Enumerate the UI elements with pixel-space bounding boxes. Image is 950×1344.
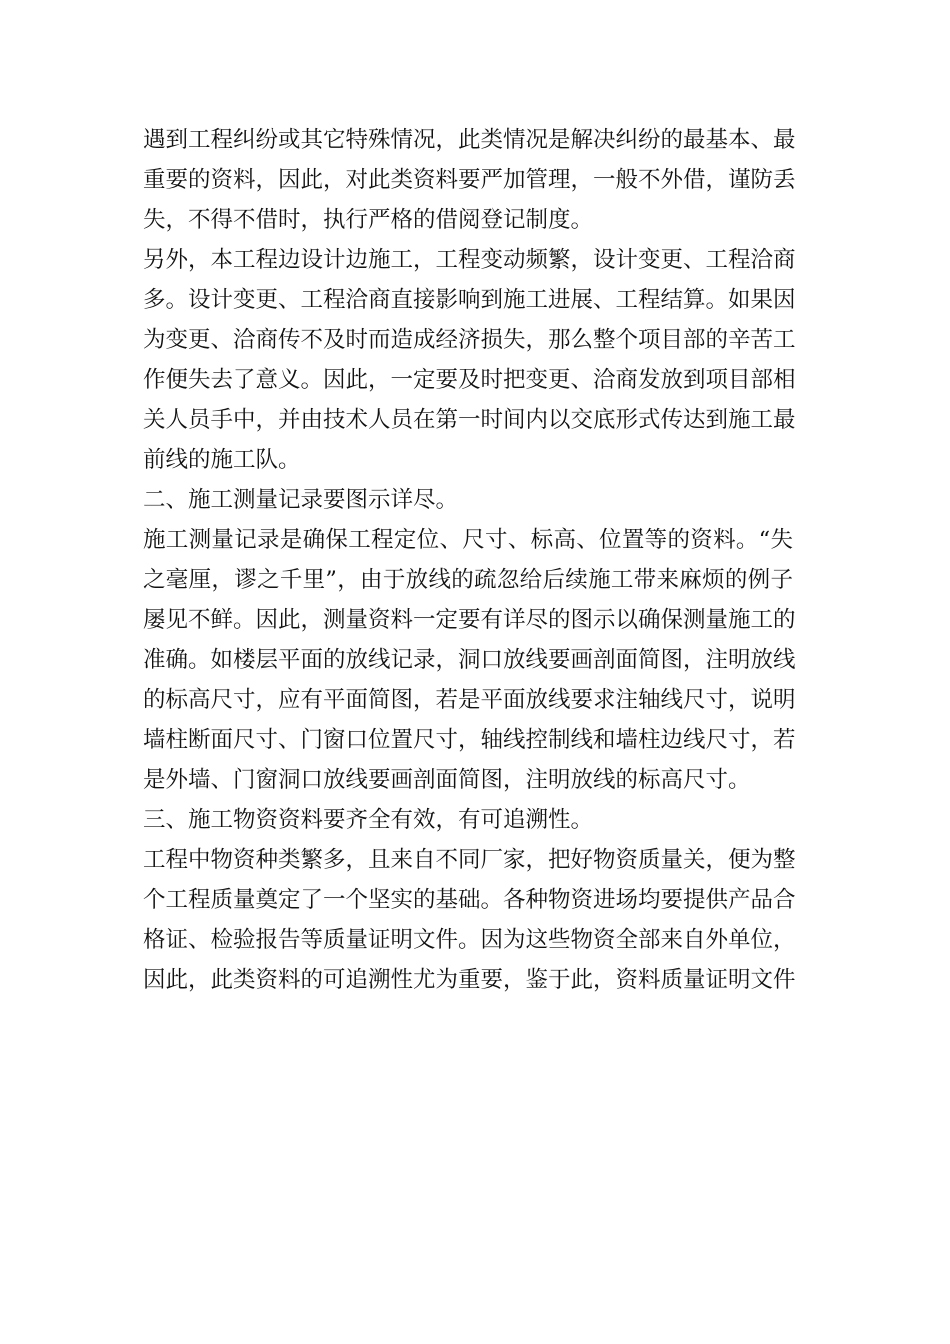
text-line: 因此，此类资料的可追溯性尤为重要，鉴于此，资料质量证明文件 [143, 967, 796, 993]
text-line: 施工测量记录是确保工程定位、尺寸、标高、位置等的资料。“失 [143, 527, 793, 553]
text-line: 失，不得不借时，执行严格的借阅登记制度。 [143, 207, 594, 233]
paragraph [143, 520, 796, 800]
text-line: 的标高尺寸，应有平面简图，若是平面放线要求注轴线尺寸，说明 [143, 687, 796, 713]
text-line: 为变更、洽商传不及时而造成经济损失，那么整个项目部的辛苦工 [143, 327, 796, 353]
text-line: 前线的施工队。 [143, 447, 301, 473]
text-line: 二、施工测量记录要图示详尽。 [143, 487, 459, 513]
text-line: 工程中物资种类繁多，且来自不同厂家，把好物资质量关，便为整 [143, 847, 796, 873]
text-line: 是外墙、门窗洞口放线要画剖面简图，注明放线的标高尺寸。 [143, 767, 751, 793]
text-line: 作便失去了意义。因此，一定要及时把变更、洽商发放到项目部相 [143, 367, 796, 393]
text-line: 准确。如楼层平面的放线记录，洞口放线要画剖面简图，注明放线 [143, 647, 796, 673]
text-line: 墙柱断面尺寸、门窗口位置尺寸，轴线控制线和墙柱边线尺寸，若 [143, 727, 796, 753]
text-line: 之毫厘，谬之千里”，由于放线的疏忽给后续施工带来麻烦的例子 [143, 567, 793, 593]
text-line: 遇到工程纠纷或其它特殊情况，此类情况是解决纠纷的最基本、最 [143, 127, 796, 153]
document-body [143, 120, 796, 1000]
text-line: 格证、检验报告等质量证明文件。因为这些物资全部来自外单位， [143, 927, 796, 953]
paragraph [143, 840, 796, 1000]
section-heading [143, 480, 793, 520]
text-line: 多。设计变更、工程洽商直接影响到施工进展、工程结算。如果因 [143, 287, 796, 313]
text-line: 屡见不鲜。因此，测量资料一定要有详尽的图示以确保测量施工的 [143, 607, 796, 633]
text-line: 重要的资料，因此，对此类资料要严加管理，一般不外借，谨防丢 [143, 167, 796, 193]
text-line: 个工程质量奠定了一个坚实的基础。各种物资进场均要提供产品合 [143, 887, 796, 913]
text-line: 三、施工物资资料要齐全有效，有可追溯性。 [143, 807, 594, 833]
paragraph [143, 120, 796, 240]
paragraph [143, 240, 796, 480]
text-line: 另外，本工程边设计边施工，工程变动频繁，设计变更、工程洽商 [143, 247, 796, 273]
section-heading [143, 800, 793, 840]
text-line: 关人员手中，并由技术人员在第一时间内以交底形式传达到施工最 [143, 407, 796, 433]
